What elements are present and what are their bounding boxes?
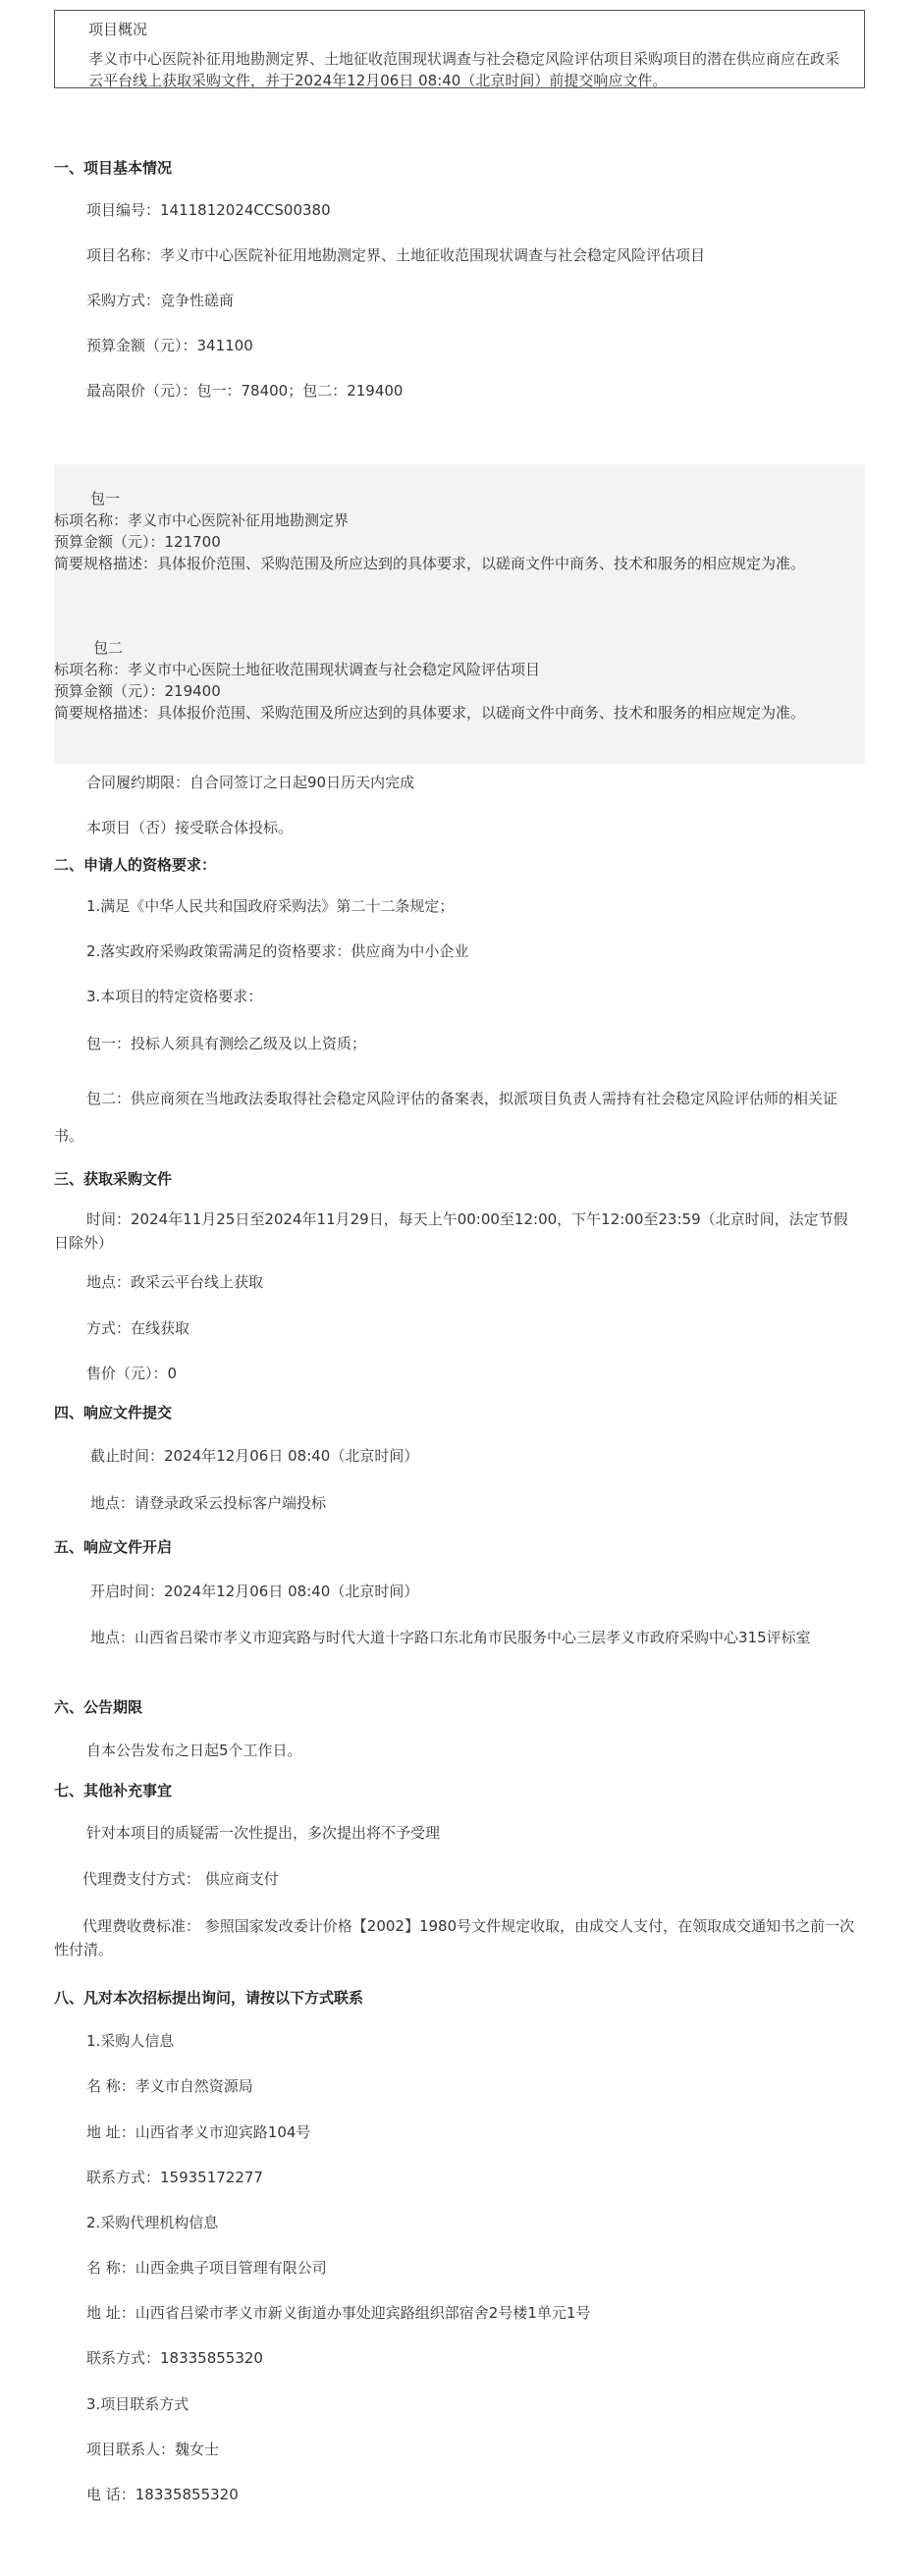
section-3-heading: 三、获取采购文件 — [54, 1170, 173, 1188]
buyer-address: 地 址：山西省孝义市迎宾路104号 — [86, 2123, 311, 2141]
package1-label: 包一 — [90, 490, 121, 508]
submit-place: 地点：请登录政采云投标客户端投标 — [90, 1494, 327, 1512]
qualification-item-2: 2.落实政府采购政策需满足的资格要求：供应商为中小企业 — [86, 942, 469, 960]
buyer-title: 1.采购人信息 — [86, 2032, 175, 2050]
acquire-time: 时间：2024年11月25日至2024年11月29日，每天上午00:00至12:00，下午12:00至23:59（北京时间，法定节假日除外） — [54, 1210, 848, 1252]
buyer-name: 名 称：孝义市自然资源局 — [86, 2077, 253, 2095]
agent-phone: 联系方式：18335855320 — [86, 2349, 263, 2367]
supplement-item-2: 代理费支付方式： 供应商支付 — [82, 1870, 279, 1888]
package2-name: 标项名称：孝义市中心医院土地征收范围现状调查与社会稳定风险评估项目 — [54, 661, 541, 678]
package1-name: 标项名称：孝义市中心医院补征用地勘测定界 — [54, 511, 350, 529]
contact-person: 项目联系人：魏女士 — [86, 2441, 220, 2458]
section-6-heading: 六、公告期限 — [54, 1698, 143, 1716]
package2-budget: 预算金额（元）：219400 — [54, 682, 221, 700]
contact-phone: 电 话：18335855320 — [86, 2486, 239, 2503]
buyer-phone: 联系方式：15935172277 — [86, 2169, 263, 2186]
overview-body: 孝义市中心医院补征用地勘测定界、土地征收范围现状调查与社会稳定风险评估项目采购项目的潜在供应商应在政采云平台线上获取采购文件，并于2024年12月06日 08:40（北京时间）前提交响应文件。 — [88, 50, 840, 89]
package-details-box — [54, 464, 865, 764]
overview-title: 项目概况 — [88, 21, 148, 38]
project-number: 项目编号：1411812024CCS00380 — [86, 201, 331, 219]
qualification-pkg2: 包二：供应商须在当地政法委取得社会稳定风险评估的备案表，拟派项目负责人需持有社会稳定风险评估师的相关证书。 — [54, 1090, 838, 1145]
supplement-item-3: 代理费收费标准： 参照国家发改委计价格【2002】1980号文件规定收取，由成交人支付，在领取成交通知书之前一次性付清。 — [54, 1917, 855, 1959]
acquire-place: 地点：政采云平台线上获取 — [86, 1273, 264, 1291]
package1-desc: 简要规格描述：具体报价范围、采购范围及所应达到的具体要求，以磋商文件中商务、技术和服务的相应规定为准。 — [54, 555, 806, 572]
procurement-method: 采购方式：竞争性磋商 — [86, 292, 235, 309]
section-5-heading: 五、响应文件开启 — [54, 1538, 173, 1556]
agent-name: 名 称：山西金典子项目管理有限公司 — [86, 2259, 327, 2277]
supplement-item-1: 针对本项目的质疑需一次性提出，多次提出将不予受理 — [86, 1824, 441, 1842]
notice-period: 自本公告发布之日起5个工作日。 — [86, 1742, 302, 1759]
section-7-heading: 七、其他补充事宜 — [54, 1782, 173, 1799]
section-2-heading: 二、申请人的资格要求： — [54, 856, 217, 874]
section-8-heading: 八、凡对本次招标提出询问，请按以下方式联系 — [54, 1989, 364, 2007]
package1-budget: 预算金额（元）：121700 — [54, 533, 221, 551]
acquire-price: 售价（元）：0 — [86, 1365, 178, 1382]
qualification-item-3: 3.本项目的特定资格要求： — [86, 988, 263, 1005]
budget-amount: 预算金额（元）：341100 — [86, 337, 253, 354]
submit-deadline: 截止时间：2024年12月06日 08:40（北京时间） — [90, 1447, 419, 1465]
opening-time: 开启时间：2024年12月06日 08:40（北京时间） — [90, 1583, 419, 1600]
contract-term: 合同履约期限：自合同签订之日起90日历天内完成 — [86, 774, 415, 791]
qualification-pkg1: 包一：投标人须具有测绘乙级及以上资质； — [86, 1035, 367, 1052]
section-1-heading: 一、项目基本情况 — [54, 159, 173, 177]
opening-place: 地点：山西省吕梁市孝义市迎宾路与时代大道十字路口东北角市民服务中心三层孝义市政府采购中心315评标室 — [90, 1629, 811, 1646]
package2-desc: 简要规格描述：具体报价范围、采购范围及所应达到的具体要求，以磋商文件中商务、技术和服务的相应规定为准。 — [54, 704, 806, 722]
agent-title: 2.采购代理机构信息 — [86, 2214, 219, 2231]
package2-label: 包二 — [93, 639, 124, 657]
section-4-heading: 四、响应文件提交 — [54, 1404, 173, 1422]
project-overview-box — [54, 10, 865, 88]
contact-title: 3.项目联系方式 — [86, 2395, 189, 2413]
agent-address: 地 址：山西省吕梁市孝义市新义街道办事处迎宾路组织部宿舍2号楼1单元1号 — [86, 2304, 591, 2322]
qualification-item-1: 1.满足《中华人民共和国政府采购法》第二十二条规定； — [86, 897, 455, 915]
consortium-note: 本项目（否）接受联合体投标。 — [86, 819, 294, 836]
acquire-way: 方式：在线获取 — [86, 1319, 190, 1337]
project-name: 项目名称：孝义市中心医院补征用地勘测定界、土地征收范围现状调查与社会稳定风险评估项目 — [86, 246, 706, 264]
max-price: 最高限价（元）：包一：78400；包二：219400 — [86, 382, 404, 400]
